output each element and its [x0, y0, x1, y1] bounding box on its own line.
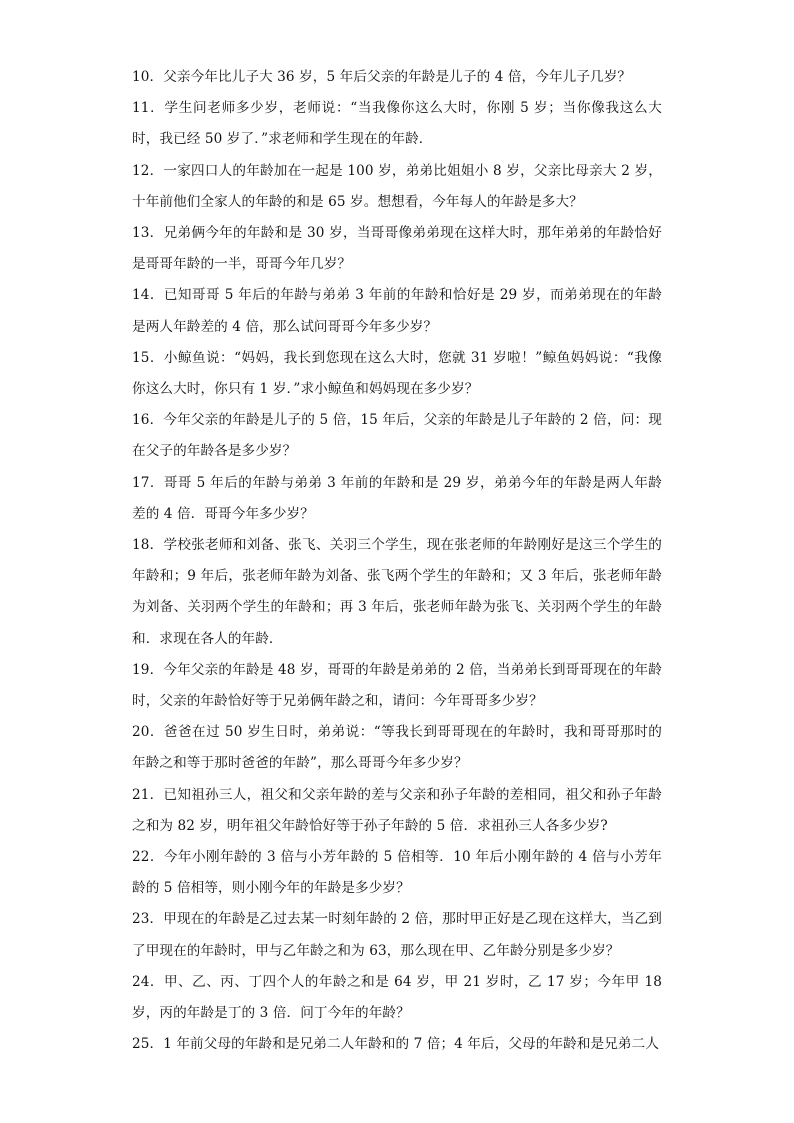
problem-10: 10．父亲今年比儿子大 36 岁，5 年后父亲的年龄是儿子的 4 倍，今年儿子几岁？	[132, 69, 632, 85]
problem-22: 22．今年小刚年龄的 3 倍与小芳年龄的 5 倍相等．10 年后小刚年龄的 4 倍与小芳年龄的 5 倍相等，则小刚今年的年龄是多少岁？	[132, 849, 662, 897]
problem-19: 19．今年父亲的年龄是 48 岁，哥哥的年龄是弟弟的 2 倍，当弟弟长到哥哥现在的年龄时，父亲的年龄恰好等于兄弟俩年龄之和，请问：今年哥哥多少岁？	[132, 661, 662, 710]
problem-17: 17．哥哥 5 年后的年龄与弟弟 3 年前的年龄和是 29 岁，弟弟今年的年龄是两人年龄差的 4 倍．哥哥今年多少岁？	[132, 474, 662, 522]
problem-18: 18．学校张老师和刘备、张飞、关羽三个学生，现在张老师的年龄刚好是这三个学生的年龄和；9 年后，张老师年龄为刘备、张飞两个学生的年龄和；又 3 年后，张老师年龄为刘备、关羽两个学生的年龄和；再 3 年后，张老师年龄为张飞、关羽两个学生的年龄和．求现在各人的年龄．	[132, 537, 662, 647]
problem-11: 11．学生问老师多少岁，老师说：“当我像你这么大时，你刚 5 岁；当你像我这么大时，我已经 50 岁了．”求老师和学生现在的年龄．	[132, 100, 662, 148]
problem-20: 20．爸爸在过 50 岁生日时，弟弟说：“等我长到哥哥现在的年龄时，我和哥哥那时的年龄之和等于那时爸爸的年龄”，那么哥哥今年多少岁？	[132, 724, 662, 772]
problem-12: 12．一家四口人的年龄加在一起是 100 岁，弟弟比姐姐小 8 岁，父亲比母亲大 2 岁，十年前他们全家人的年龄的和是 65 岁。想想看，今年每人的年龄是多大？	[132, 162, 662, 210]
problem-25: 25．1 年前父母的年龄和是兄弟二人年龄和的 7 倍；4 年后，父母的年龄和是兄弟二人	[132, 1036, 660, 1053]
problem-23: 23．甲现在的年龄是乙过去某一时刻年龄的 2 倍，那时甲正好是乙现在这样大，当乙到了甲现在的年龄时，甲与乙年龄之和为 63，那么现在甲、乙年龄分别是多少岁？	[132, 911, 662, 959]
problem-24: 24．甲、乙、丙、丁四个人的年龄之和是 64 岁，甲 21 岁时，乙 17 岁；今年甲 18 岁，丙的年龄是丁的 3 倍．问丁今年的年龄？	[132, 973, 662, 1022]
problem-13: 13．兄弟俩今年的年龄和是 30 岁，当哥哥像弟弟现在这样大时，那年弟弟的年龄恰好是哥哥年龄的一半，哥哥今年几岁？	[132, 225, 662, 273]
problem-15: 15．小鲸鱼说：“妈妈，我长到您现在这么大时，您就 31 岁啦！”鲸鱼妈妈说：“我像你这么大时，你只有 1 岁．”求小鲸鱼和妈妈现在多少岁？	[132, 349, 662, 398]
problem-list	[132, 62, 662, 1061]
problem-16: 16．今年父亲的年龄是儿子的 5 倍，15 年后，父亲的年龄是儿子年龄的 2 倍，问：现在父子的年龄各是多少岁？	[132, 412, 662, 460]
problem-21: 21．已知祖孙三人，祖父和父亲年龄的差与父亲和孙子年龄的差相同，祖父和孙子年龄之和为 82 岁，明年祖父年龄恰好等于孙子年龄的 5 倍．求祖孙三人各多少岁?	[132, 786, 662, 834]
problem-14: 14．已知哥哥 5 年后的年龄与弟弟 3 年前的年龄和恰好是 29 岁，而弟弟现在的年龄是两人年龄差的 4 倍，那么试问哥哥今年多少岁？	[132, 287, 662, 335]
